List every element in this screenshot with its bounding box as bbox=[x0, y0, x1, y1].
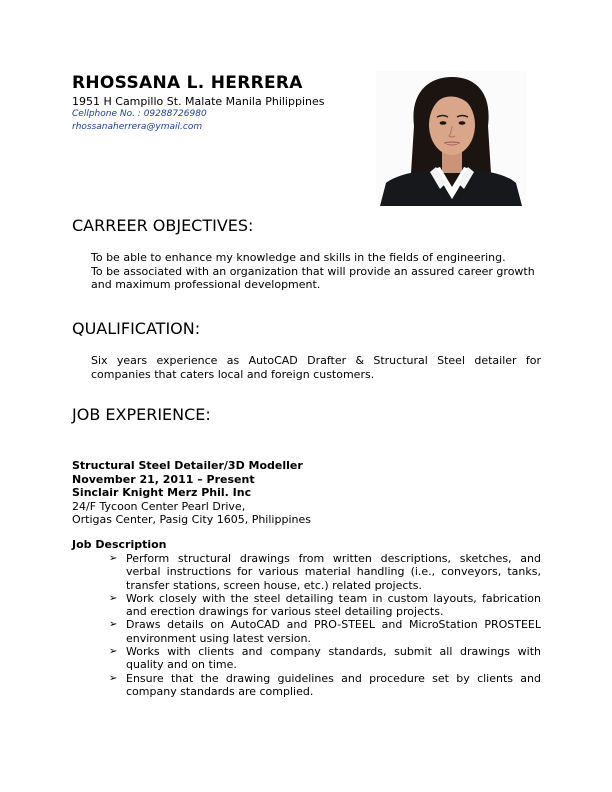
list-item bbox=[109, 618, 541, 645]
list-item bbox=[109, 645, 541, 672]
list-item bbox=[109, 552, 541, 592]
duty-text: Perform structural drawings from written descriptions, sketches, and verbal instructions for various material handling (i.e., conveyors, tanks, transfer stations, screen house, etc.) related projects. bbox=[126, 552, 541, 592]
job-description-title: Job Description bbox=[72, 538, 167, 551]
objective-line: and maximum professional development. bbox=[91, 278, 321, 291]
objectives-heading: CARREER OBJECTIVES: bbox=[72, 216, 254, 235]
duty-text: Draws details on AutoCAD and PRO-STEEL and MicroStation PROSTEEL environment using latest version. bbox=[126, 618, 541, 645]
applicant-phone: Cellphone No. : 09288726980 bbox=[72, 109, 207, 119]
duty-text: Work closely with the steel detailing team in custom layouts, fabrication and erection drawings for various steel detailing projects. bbox=[126, 591, 541, 619]
objective-line: To be associated with an organization that will provide an assured career growth bbox=[91, 264, 535, 278]
job-company: Sinclair Knight Merz Phil. Inc bbox=[72, 486, 252, 499]
applicant-email: rhossanaherrera@ymail.com bbox=[72, 122, 203, 132]
objective-line: To be able to enhance my knowledge and skills in the fields of engineering. bbox=[91, 251, 506, 264]
list-item bbox=[109, 592, 541, 619]
portrait-photo bbox=[376, 71, 526, 206]
list-item bbox=[109, 672, 541, 699]
arrow-bullet-icon: ➢ bbox=[109, 619, 118, 631]
objectives-text bbox=[91, 251, 541, 292]
job-period: November 21, 2011 – Present bbox=[72, 472, 255, 486]
applicant-name: RHOSSANA L. HERRERA bbox=[72, 73, 303, 93]
job-entry bbox=[72, 459, 542, 527]
job-duties-list bbox=[109, 552, 541, 698]
arrow-bullet-icon: ➢ bbox=[109, 553, 118, 564]
company-address-line: Ortigas Center, Pasig City 1605, Philippines bbox=[72, 513, 311, 526]
arrow-bullet-icon: ➢ bbox=[109, 672, 118, 684]
qualification-heading: QUALIFICATION: bbox=[72, 319, 201, 338]
company-address-line: 24/F Tycoon Center Pearl Drive, bbox=[72, 499, 246, 513]
arrow-bullet-icon: ➢ bbox=[109, 646, 118, 658]
qualification-text: Six years experience as AutoCAD Drafter & Structural Steel detailer for companies that caters local and foreign customers. bbox=[91, 354, 541, 381]
applicant-address: 1951 H Campillo St. Malate Manila Philippines bbox=[72, 95, 325, 108]
arrow-bullet-icon: ➢ bbox=[109, 592, 118, 604]
duty-text: Ensure that the drawing guidelines and procedure set by clients and company standards are complied. bbox=[126, 671, 541, 698]
experience-heading: JOB EXPERIENCE: bbox=[72, 405, 211, 424]
portrait-illustration bbox=[376, 71, 526, 206]
duty-text: Works with clients and company standards, submit all drawings with quality and on time. bbox=[126, 645, 541, 672]
job-position: Structural Steel Detailer/3D Modeller bbox=[72, 459, 303, 472]
